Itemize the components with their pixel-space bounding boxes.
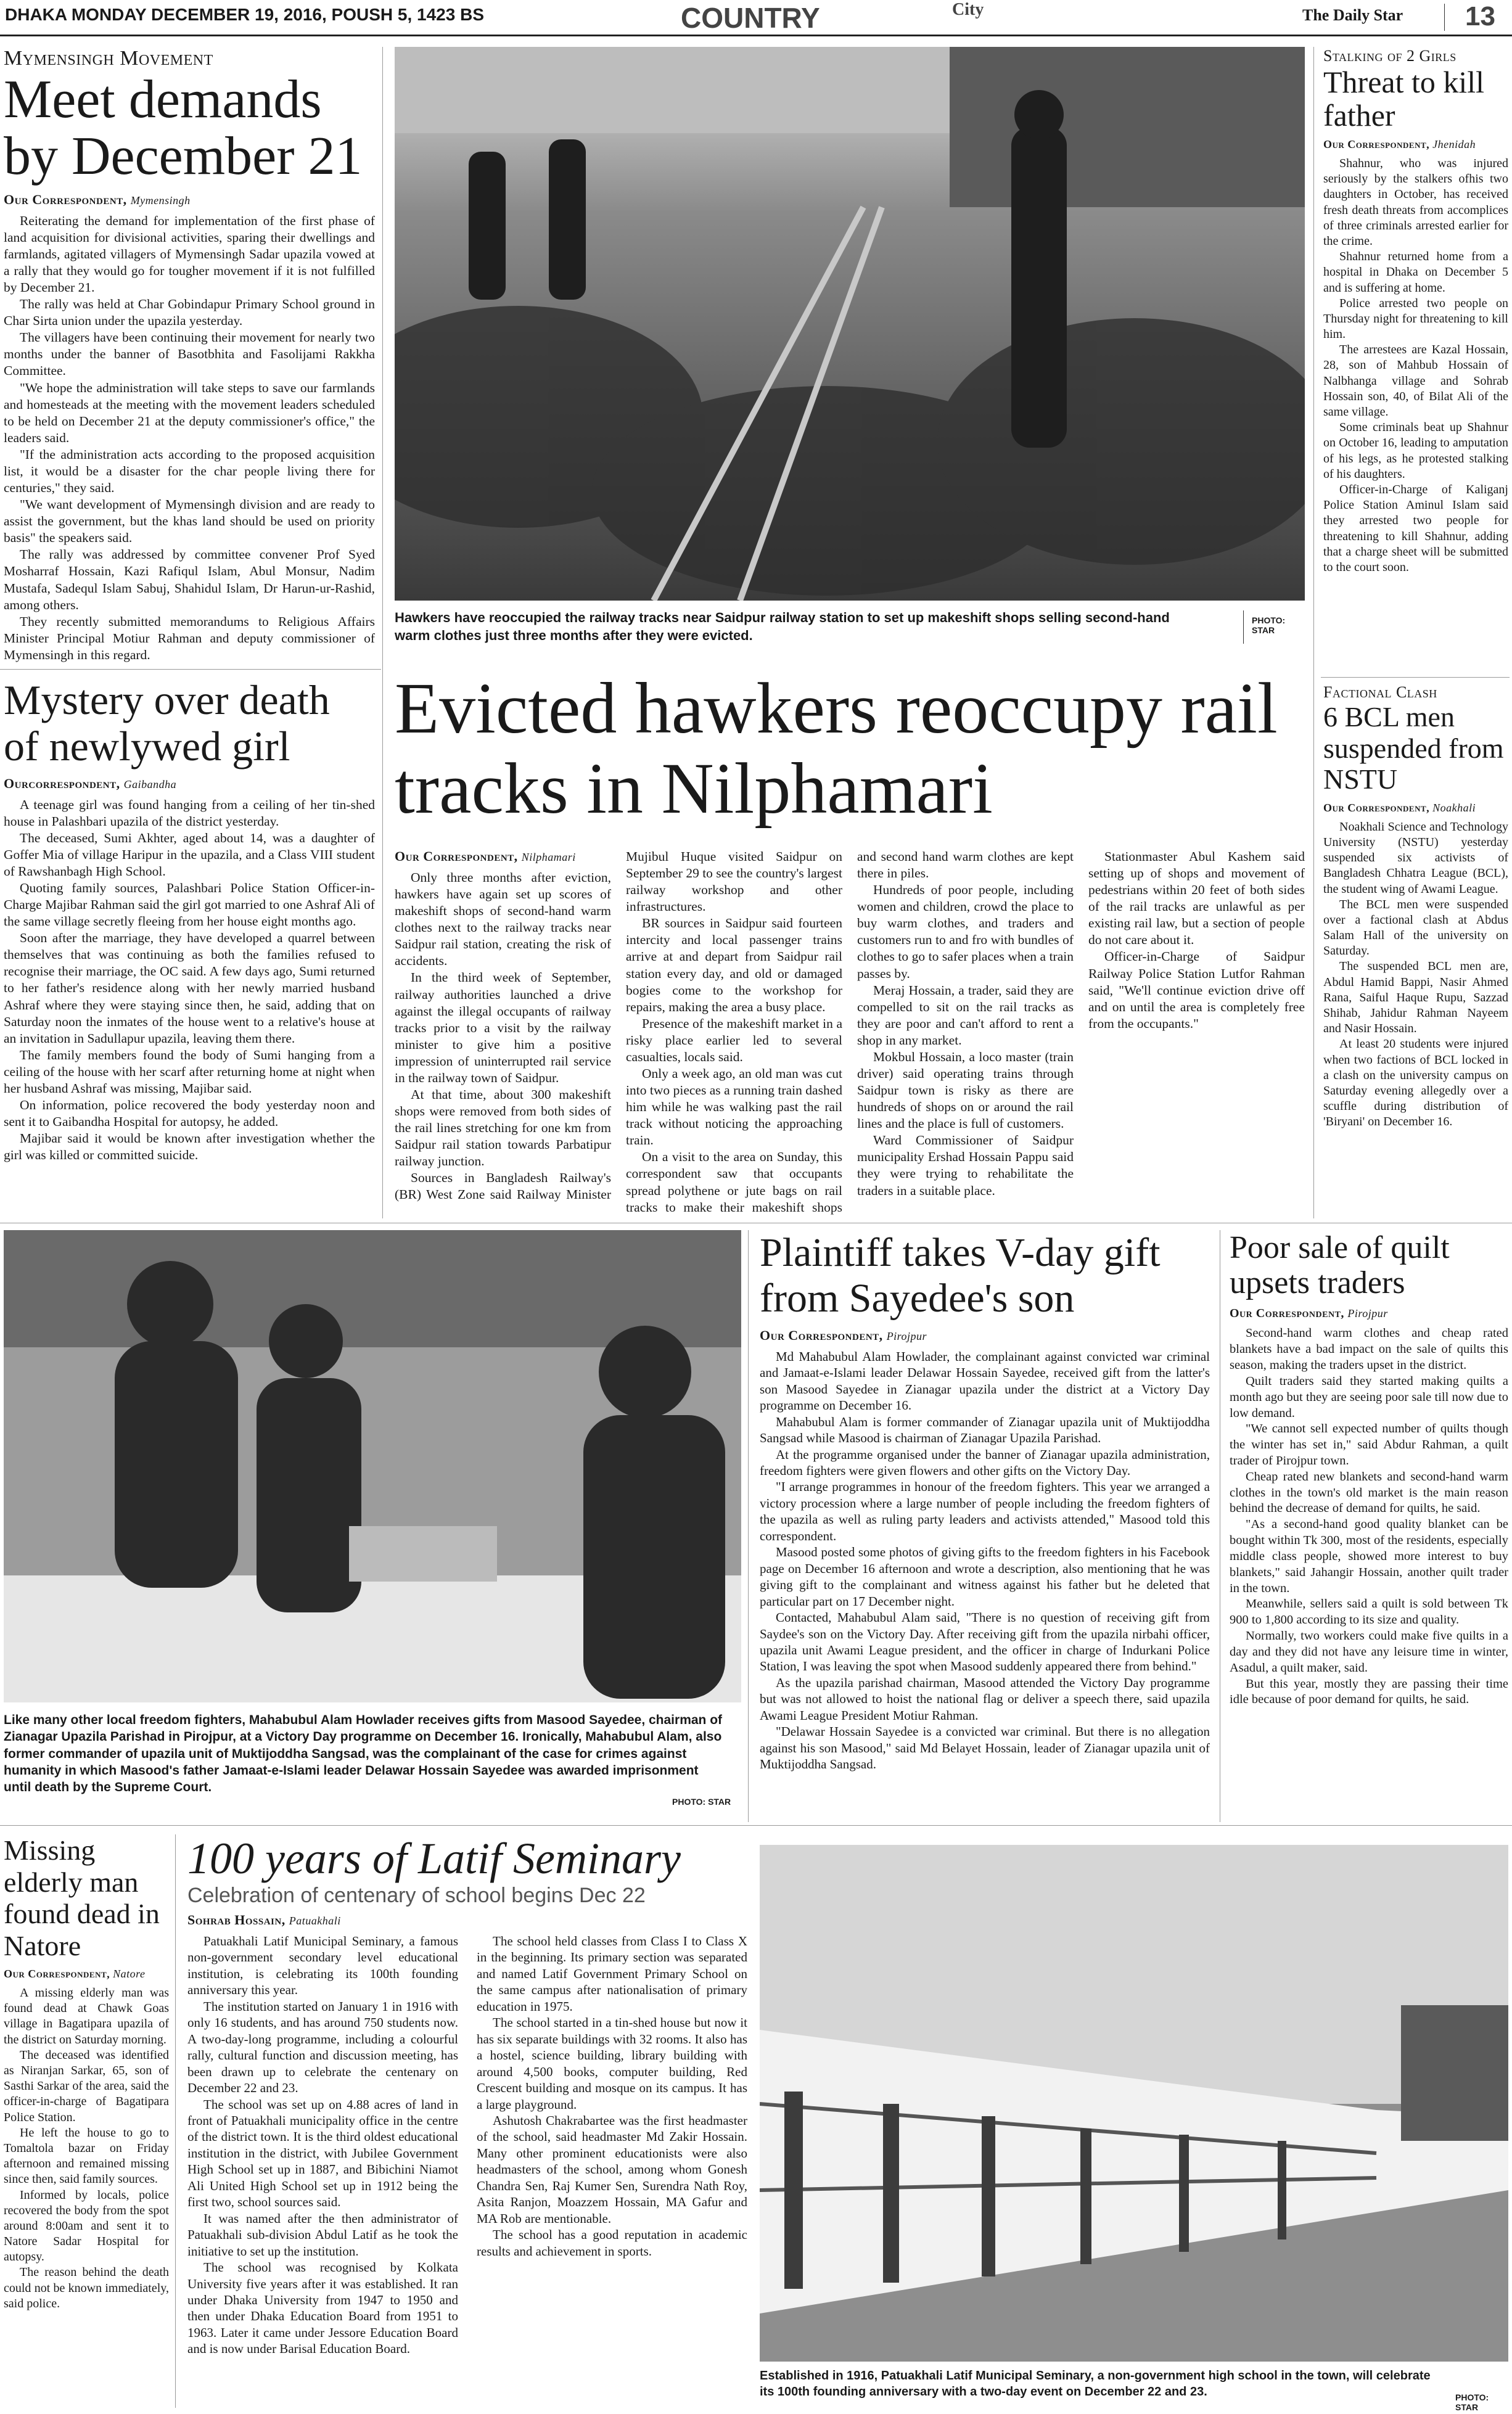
column-rule	[175, 1834, 176, 2408]
article-quilt	[1230, 1230, 1508, 1822]
headline: Threat to kill father	[1323, 65, 1485, 133]
section-rule	[0, 669, 381, 670]
byline: Our Correspondent, Jhenidah	[1323, 138, 1476, 150]
article-body: A missing elderly man was found dead at Chawk Goas village in Bagatipara upazila of the district on Saturday morning. The deceased was identified as Niranjan Sarkar, 65, son of Sasthi Sarkar of the area, said the officer-in-charge of Bagatipara Police Station. He left the house to go to Tomaltola bazar on Friday afternoon and remained missing since then, said family sources. Informed by locals, police recovered the body from the spot around 8:00am and sent it to Natore Sadar Hospital for autopsy. The reason behind the death could not be known immediately, said police.	[4, 1986, 169, 2310]
byline: Our Correspondent, Noakhali	[1323, 801, 1476, 814]
section-title: COUNTRY	[681, 2, 820, 34]
photo-credit: PHOTO: STAR	[1252, 615, 1286, 635]
byline: Our Correspondent, Mymensingh	[4, 191, 191, 207]
byline: Ourcorrespondent, Gaibandha	[4, 775, 177, 791]
byline: Our Correspondent, Pirojpur	[760, 1327, 927, 1343]
section-rule	[1321, 677, 1510, 678]
credit-divider	[1243, 610, 1244, 644]
headline: 6 BCL men suspended from NSTU	[1323, 701, 1504, 795]
article-body: Second-hand warm clothes and cheap rated blankets have a bad impact on the sale of quilts this season, making the traders upset in the district. Quilt traders said they started making quilts a month ago but they are seeing poor sale till now due to low demand. "We cannot sell expected number of quilts though the winter has set in," said Abdur Rahman, a quilt trader of Pirojpur town. Cheap rated new blankets and second-hand warm clothes in the town's old market is the main reason behind the decrease of demand for quilts, he said. "As a second-hand good quality blanket can be bought within Tk 300, most of the residents, especially middle class people, showed more interest to buy blankets," said Jahangir Hossain, another quilt trader in the town. Meanwhile, sellers said a quilt is sold between Tk 900 to 1,800 according to its size and quality. Normally, two workers could make five quilts in a day and they did not have any leisure time in winter, Asadul, a quilt maker, said. But this year, mostly they are passing their time idle because of poor demand for quilts, he said.	[1230, 1326, 1508, 1707]
article-stalking	[1323, 47, 1508, 670]
school-photo	[760, 1845, 1508, 2362]
paper-name: The Daily Star	[1302, 6, 1403, 24]
dateline: DHAKA MONDAY DECEMBER 19, 2016, POUSH 5, 1423 BS	[5, 5, 484, 24]
article-bcl	[1323, 683, 1508, 1220]
byline: Our Correspondent, Nilphamari	[395, 848, 576, 864]
kicker: Factional Clash	[1323, 683, 1437, 701]
article-body: Reiterating the demand for implementation of the first phase of land acquisition for divisional activities, sparing their dwellings and farmlands, agitated villagers of Mymensingh Sadar upazila vowed at a rally that they would go for tougher movement if it is not fulfilled by December 21. The rally was held at Char Gobindapur Primary School ground in Char Sirta union under the upazila yesterday. The villagers have been continuing their movement for nearly two months under the banner of Basotbhita and Fasolijami Rakkha Committee. "We hope the administration will take steps to save our farmlands and homesteads at the meeting with the movement leaders scheduled to be held on December 21 at the deputy commissioner's office," the leaders said. "If the administration acts according to the proposed acquisition list, it would be a disaster for the char people living there for centuries," they said. "We want development of Mymensingh division and are ready to assist the government, but the khas land should be used on priority basis" the speakers said. The rally was addressed by committee convener Prof Syed Mosharraf Hossain, Kazi Rafiqul Islam, Abul Monsur, Nadim Mustafa, Sadequl Islam Sabuj, Shahidul Islam, Dr Harun-ur-Rashid, among others. They recently submitted memorandums to Religious Affairs Minister Principal Motiur Rahman and deputy commissioner of Mymensingh in this regard.	[4, 213, 375, 662]
article-latif	[187, 1834, 747, 2408]
article-vday	[760, 1230, 1210, 1822]
headline: Poor sale of quilt upsets traders	[1230, 1230, 1450, 1301]
headline: Evicted hawkers reoccupy rail tracks in Nilphamari	[395, 668, 1278, 829]
byline: Sohrab Hossain, Patuakhali	[187, 1911, 341, 1928]
article-body: Patuakhali Latif Municipal Seminary, a famous non-government secondary level educational institution, is celebrating its 100th founding anniversary this year. The institution started on January 1 in 1916 with only 16 students, and has around 750 students now. A two-day-long programme, including a colourful rally, cultural function and discussion meeting, has been drawn up to celebrate the centenary on December 22 and 23. The school was set up on 4.88 acres of land in front of Patuakhali municipality office in the centre of the district town. It is the third oldest educational institution in the district, with Jubilee Government High School set up in 1887, and Bibichini Niamot Ali United High School set up in 1912 being the first two, school sources said. It was named after the then administrator of Patuakhali sub-division Abdul Latif as he took the initiative to set up the institution. The school was recognised by Kolkata University five years after it was established. It ran under Dhaka University from 1947 to 1950 and then under Dhaka Education Board from 1951 to 1963. Later it came under Jessore Education Board and is now under Barisal Education Board. The school held classes from Class I to Class X in the beginning. Its primary section was separated and named Latif Government Primary School on the same campus after nationalisation of primary education in 1975. The school started in a tin-shed house but now it has six separate buildings with 32 rooms. It also has a hostel, science building, library building with around 4,500 books, computer building, Red Crescent building and mosque on its campus. It has a large playground. Ashutosh Chakrabartee was the first headmaster of the school, said headmaster Md Zakir Hossain. Many other prominent educationists were also headmasters of the school, among whom Gonesh Chandra Sen, Raj Kumer Sen, Surendra Nath Roy, Asita Ranjon, Moazzem Hossain, MA Gafur and MA Rob are mentionable. The school has a good reputation in academic results and achievement in sports.	[187, 1933, 747, 2357]
masthead	[0, 0, 1512, 38]
article-mymensingh	[4, 47, 375, 663]
section-rule	[0, 1825, 1512, 1826]
vday-photo	[4, 1230, 741, 1702]
article-mystery	[4, 677, 375, 1220]
photo-illustration	[760, 1845, 1508, 2362]
masthead-rule	[0, 35, 1512, 36]
article-hawkers	[395, 666, 1305, 1221]
headline: Meet demands by December 21	[4, 70, 363, 187]
headline: Plaintiff takes V-day gift from Sayedee's son	[760, 1230, 1161, 1321]
article-natore	[4, 1834, 169, 2408]
masthead-divider	[1444, 4, 1445, 31]
photo-illustration	[4, 1230, 741, 1702]
photo-credit: PHOTO: STAR	[1455, 2392, 1489, 2412]
headline: Missing elderly man found dead in Natore	[4, 1834, 160, 1961]
photo-caption: Established in 1916, Patuakhali Latif Municipal Seminary, a non-government high school in the town, will celebrate its 100th founding anniversary with a two-day event on December 22 and 23.	[760, 2369, 1431, 2399]
article-body: A teenage girl was found hanging from a ceiling of her tin-shed house in Palashbari upazila of the district yesterday. The deceased, Sumi Akhter, aged about 14, was a daughter of Goffer Mia of village Haripur in the upazila, and a Class VIII student of Rawshanbagh High School. Quoting family sources, Palashbari Police Station Officer-in-Charge Majibar Rahman said the girl got married to one Ashraf Ali of the same village secretly fleeing from her house eight months ago. Soon after the marriage, they have developed a quarrel between themselves that was continuing as both the families refused to recognise their marriage, the OC said. A few days ago, Sumi returned to her father's residence along with her newly married husband Ashraf where they were staying since then, he said, adding that on Saturday noon the inmates of the house went to a relative's house at an invitation in Sadullapur upazila, leaving them there. The family members found the body of Sumi hanging from a ceiling of the house with her scarf after returning home at night when her husband Ashraf was missing, Majibar said. On information, police recovered the body yesterday noon and sent it to Gaibandha Hospital for autopsy, he added. Majibar said it would be known after investigation whether the girl was killed or committed suicide.	[4, 797, 375, 1163]
page-number: 13	[1465, 1, 1495, 31]
kicker: Stalking of 2 Girls	[1323, 47, 1457, 65]
column-rule	[748, 1230, 749, 1822]
byline: Our Correspondent, Pirojpur	[1230, 1307, 1388, 1321]
photo-caption: Like many other local freedom fighters, Mahabubul Alam Howlader receives gifts from Masood Sayedee, chairman of Zianagar Upazila Parishad in Pirojpur, at a Victory Day programme on December 16. Ironically, Mahabubul Alam, also former commander of upazila unit of Muktijoddha Sangsad, was the complainant of the case for crimes against humanity in which Masood's father Jamaat-e-Islami leader Delawar Hossain Sayedee was awarded imprisonment until death by the Supreme Court.	[4, 1713, 723, 1795]
article-body: Md Mahabubul Alam Howlader, the complainant against convicted war criminal and Jamaat-e-Islami leader Delawar Hossain Sayedee, received gift from the latter's son Masood Sayedee in Zianagar upazila under the district at a Victory Day programme on December 16. Mahabubul Alam is former commander of Zianagar upazila unit of Muktijoddha Sangsad while Masood is chairman of Zianagar Upazila Parishad. At the programme organised under the banner of Zianagar upazila administration, freedom fighters were given flowers and other gifts on the Victory Day. "I arrange programmes in honour of the freedom fighters. This year we arranged a victory procession where a large number of people including the freedom fighters of the upazila as well as ruling party leaders and activists attended," Masood told this correspondent. Masood posted some photos of giving gifts to the freedom fighters in his Facebook page on December 16 afternoon and wrote a description, also mentioning that he was giving gift to the complainant and witness against his father but he deleted that particular part on 17 December night. Contacted, Mahabubul Alam said, "There is no question of receiving gift from Saydee's son on the Victory Day. After receiving gift from the upazila nirbahi officer, upazila unit Awami League president, and the officer in charge of Indurkani Police Station, I was leaving the spot when Masood suddenly appeared there from behind." As the upazila parishad chairman, Masood attended the Victory Day programme but was not allowed to hoist the national flag or deliver a speech there, said upazila Awami League President Motiur Rahman. "Delawar Hossain Sayedee is a convicted war criminal. But there is no allegation against his son Masood," said Md Belayet Hossain, leader of Zianagar upazila unit of Muktijoddha Sangsad.	[760, 1349, 1210, 1772]
subsection-title: City	[952, 0, 984, 19]
headline: Mystery over death of newlywed girl	[4, 677, 330, 770]
article-body: Shahnur, who was injured seriously by the stalkers ofhis two daughters in October, has received fresh death threats from accomplices of three criminals arrested earlier for the crime. Shahnur returned home from a hospital in Dhaka on December 5 and is suffering at home. Police arrested two people on Thursday night for threatening to kill him. The arrestees are Kazal Hossain, 28, son of Mahbub Hossain of Nalbhanga village and Sohrab Hossain son, 40, of Bilat Ali of the same village. Some criminals beat up Shahnur on October 16, leading to amputation of his legs, as he protested stalking of his daughters. Officer-in-Charge of Kaliganj Police Station Aminul Islam said they arrested two people for threatening to kill Shahnur, adding that a charge sheet will be submitted to the court soon.	[1323, 157, 1508, 574]
subhead: Celebration of centenary of school begins Dec 22	[187, 1884, 646, 1908]
column-rule	[1313, 47, 1314, 1218]
article-body: Noakhali Science and Technology University (NSTU) yesterday suspended six activists of Bangladesh Chhatra League (BCL), the student wing of Awami League. The BCL men were suspended over a factional clash at Abdus Salam Hall of the university on Saturday. The suspended BCL men are, Abdul Hamid Bappi, Nasir Ahmed Rana, Saiful Haque Rupu, Sazzad Shihab, Jahidur Rahman Nayeem and Nasir Hossain. At least 20 students were injured when two factions of BCL locked in a clash on the university campus on Saturday evening allegedly over a scuffle during distribution of 'Biryani' on December 16.	[1323, 819, 1508, 1129]
photo-caption: Hawkers have reoccupied the railway tracks near Saidpur railway station to set up makeshift shops selling second-hand warm clothes just three months after they were evicted.	[395, 610, 1170, 643]
kicker: Mymensingh Movement	[4, 47, 213, 70]
headline: 100 years of Latif Seminary	[187, 1834, 681, 1883]
photo-illustration	[395, 47, 1305, 601]
hawkers-body-area	[395, 848, 1305, 1218]
byline: Our Correspondent, Natore	[4, 1968, 146, 1981]
hawkers-photo	[395, 47, 1305, 601]
column-rule	[382, 47, 383, 1218]
article-body: Only three months after eviction, hawkers have again set up scores of makeshift shops of second-hand warm clothes next to the railway tracks near Saidpur rail station, creating the risk of accidents. In the third week of September, railway authorities launched a drive against the illegal occupants of railway tracks prior to a visit by the railway minister to give him a positive impression of uninterrupted rail service in the railway town of Saidpur. At that time, about 300 makeshift shops were removed from both sides of the rail lines stretching for one km from Saidpur rail station towards Parbatipur railway junction. Sources in Bangladesh Railway's (BR) West Zone said Railway Minister Mujibul Huque visited Saidpur on September 29 to see the country's largest railway workshop and other infrastructures. BR sources in Saidpur said fourteen intercity and local passenger trains arrive at and depart from Saidpur rail station every day, and old or damaged bogies come to the workshop for repairs, making the area a busy place. Presence of the makeshift market in a risky place earlier led to several casualties, locals said. Only a week ago, an old man was cut into two pieces as a running train dashed him while he was walking past the rail track without noticing the approaching train. On a visit to the area on Sunday, this correspondent saw that occupants spread polythene or jute bags on rail tracks to make their makeshift shops and second hand warm clothes are kept there in piles. Hundreds of poor people, including women and children, crowd the place to buy warm clothes, and traders and customers run to and fro with bundles of clothes to go to safer places when a train passes by. Meraj Hossain, a trader, said they are compelled to sit on the rail tracks as they are poor and can't afford to rent a shop in any market. Mokbul Hossain, a loco master (train driver) said operating trains through Saidpur town is risky as there are hundreds of shops on or around the rail lines and the place is full of customers. Ward Commissioner of Saidpur municipality Ershad Hossain Pappu said they were trying to rehabilitate the traders in a suitable place. Stationmaster Abul Kashem said setting up of shops and movement of pedestrians within 20 feet of both sides of the rail tracks are unlawful as per existing rail law, but a section of people do not care about it. Officer-in-Charge of Saidpur Railway Police Station Lutfor Rahman said, "We'll continue eviction drive off and on until the area is completely free from the occupants."	[395, 849, 1305, 1215]
photo-credit: PHOTO: STAR	[672, 1797, 731, 1807]
